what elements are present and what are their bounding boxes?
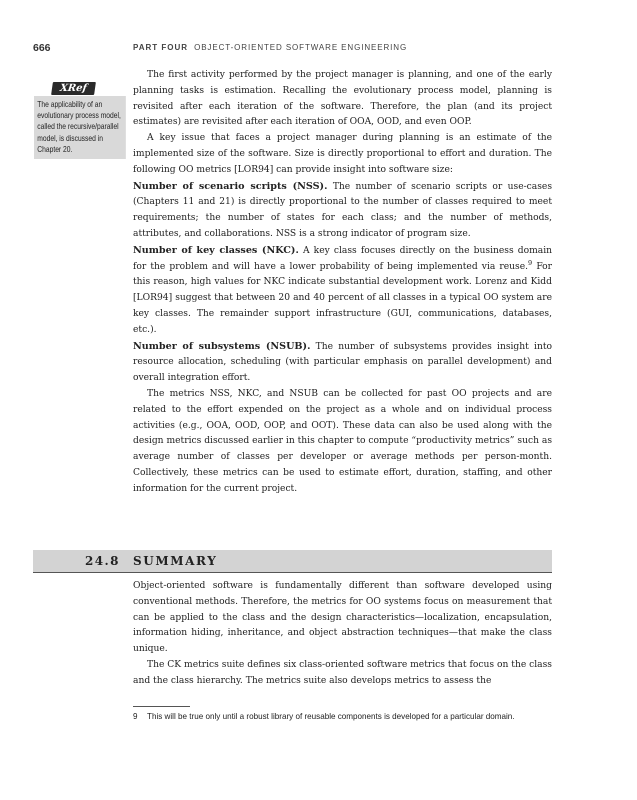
paragraph: Object-oriented software is fundamentally different than software developed using conventional methods. Therefore, the metrics for OO systems focus on measurement that can be applied to the class and the design characteristics—localization, encapsulation, information hiding, inheritance, and object abstraction techniques—that make the class unique. bbox=[133, 581, 552, 655]
metric-nss bbox=[133, 179, 552, 243]
metric-text: A key class focuses directly on the business domain for the problem and will have a lower probability of being implemented via reuse. bbox=[133, 245, 553, 272]
section-heading bbox=[33, 550, 552, 573]
metric-text: For this reason, high values for NKC indicate substantial development work. Lorenz and Kidd [LOR94] suggest that between 20 and 40 percent of all classes in a typical OO system are key classes. The remainder support infrastructure (GUI, communications, databases, etc.). bbox=[133, 261, 552, 335]
metric-term: Number of subsystems (NSUB). bbox=[133, 340, 311, 352]
page-number: 666 bbox=[33, 42, 51, 54]
metric-text: The number of scenario scripts or use-cases (Chapters 11 and 21) is directly proportional to the number of classes required to meet requirements; the number of states for each class; and the number of methods, attributes, and collaborations. NSS is a strong indicator of program size. bbox=[133, 181, 553, 239]
footnote-text: This will be true only until a robust library of reusable components is developed for a particular domain. bbox=[147, 712, 515, 721]
metric-term: Number of key classes (NKC). bbox=[133, 244, 299, 256]
running-header bbox=[0, 42, 637, 58]
paragraph: The metrics NSS, NKC, and NSUB can be collected for past OO projects and are related to the effort expended on the project as a whole and on individual process activities (e.g., OOA, OOD, OOP, and OOT). These data can also be used along with the design metrics discussed earlier in this chapter to compute “productivity metrics” such as average number of classes per developer or average methods per person-month. Collectively, these metrics can be used to estimate effort, duration, staffing, and other information for the current project. bbox=[133, 388, 552, 494]
paragraph: The CK metrics suite defines six class-oriented software metrics that focus on the class and the class hierarchy. The metrics suite also develops metrics to assess the bbox=[133, 659, 552, 686]
footnote-number: 9 bbox=[133, 712, 138, 721]
section-title: SUMMARY bbox=[133, 554, 218, 568]
part-label: PART FOUR bbox=[133, 43, 189, 52]
running-head bbox=[133, 43, 407, 52]
paragraph: A key issue that faces a project manager during planning is an estimate of the implemented size of the software. Size is directly proportional to effort and duration. The following OO metrics [LOR94] can provide insight into software size: bbox=[133, 133, 552, 175]
footnote bbox=[133, 711, 552, 723]
metric-term: Number of scenario scripts (NSS). bbox=[133, 180, 328, 192]
footnote-rule bbox=[133, 706, 190, 707]
metric-nsub bbox=[133, 339, 552, 387]
part-title: OBJECT-ORIENTED SOFTWARE ENGINEERING bbox=[194, 43, 408, 52]
footnote-ref: 9 bbox=[528, 258, 533, 267]
xref-tag: XRef bbox=[51, 82, 96, 95]
paragraph: The first activity performed by the project manager is planning, and one of the early planning tasks is estimation. Recalling the evolutionary process model, planning is revisited after each iteration of the software. Therefore, the plan (and its project estimates) are revisited after each iteration of OOA, OOD, and even OOP. bbox=[133, 70, 552, 128]
metric-text: The number of subsystems provides insight into resource allocation, scheduling (with particular emphasis on parallel development) and overall integration effort. bbox=[133, 341, 553, 384]
xref-note: The applicability of an evolutionary process model, called the recursive/parallel model, is discussed in Chapter 20. bbox=[34, 96, 126, 159]
main-text bbox=[133, 68, 552, 498]
xref-sidebar bbox=[34, 76, 122, 159]
section-number: 24.8 bbox=[85, 554, 120, 568]
metric-nkc bbox=[133, 243, 552, 339]
summary-text bbox=[133, 579, 552, 690]
